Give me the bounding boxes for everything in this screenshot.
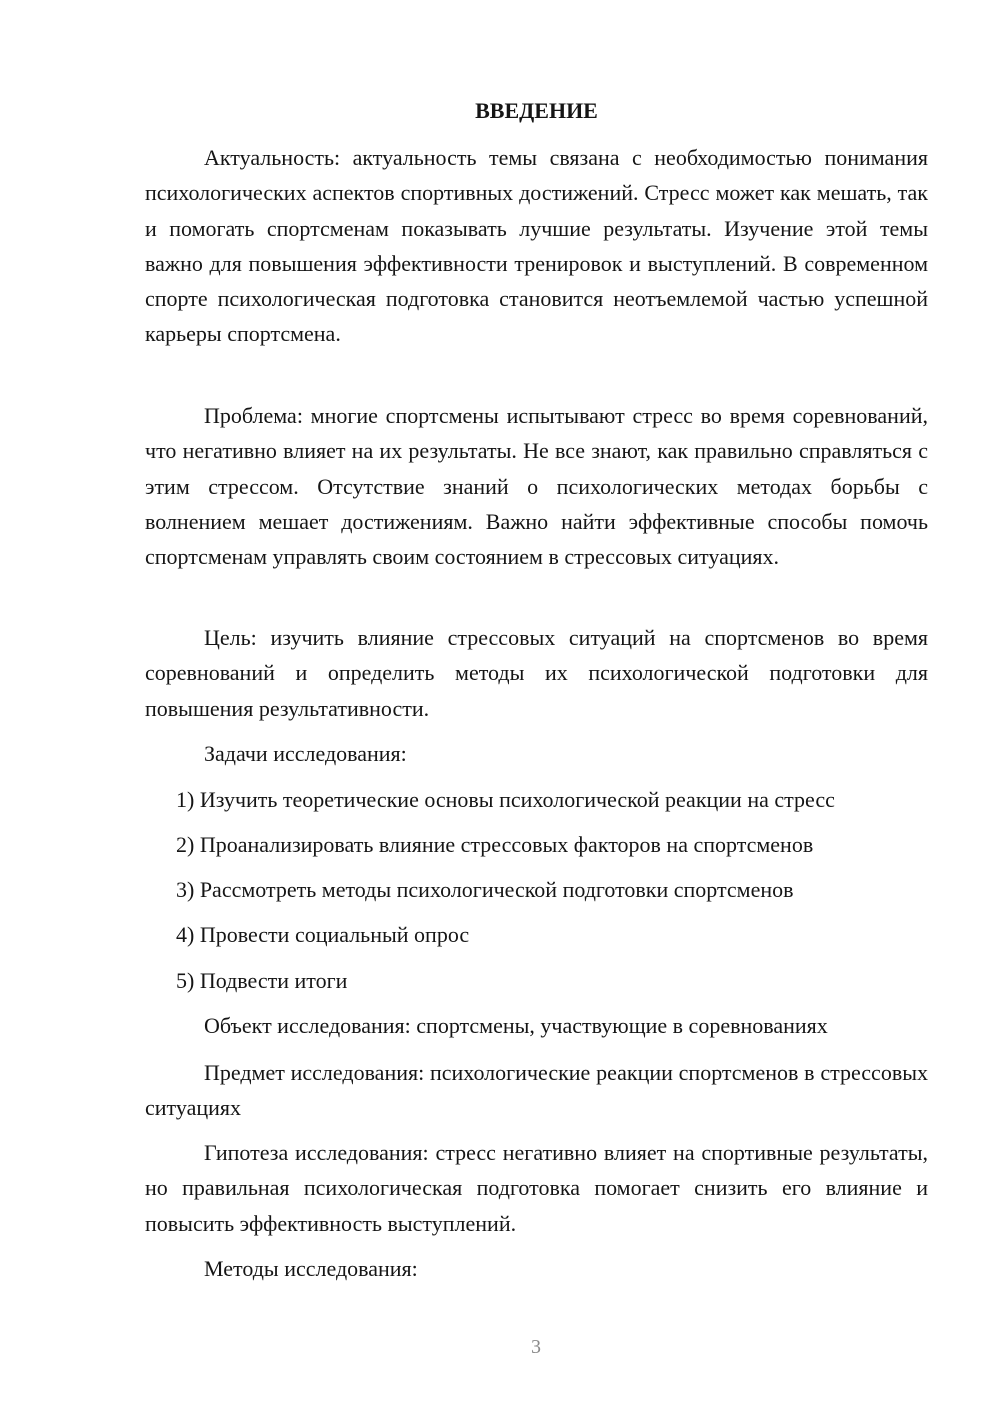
- page-title: ВВЕДЕНИЕ: [475, 98, 598, 123]
- list-item: 1) Изучить теоретические основы психологической реакции на стресс: [176, 787, 835, 812]
- list-item: 5) Подвести итоги: [176, 968, 348, 993]
- object-paragraph: Объект исследования: спортсмены, участвующие в соревнованиях: [204, 1013, 828, 1038]
- list-item: 3) Рассмотреть методы психологической подготовки спортсменов: [176, 877, 794, 902]
- page-number: 3: [531, 1336, 541, 1358]
- subject-paragraph: Предмет исследования: психологические реакции спортсменов в стрессовых ситуациях: [145, 1060, 928, 1121]
- problem-paragraph: Проблема: многие спортсмены испытывают стресс во время соревнований, что негативно влияет на их результаты. Не все знают, как правильно справляться с этим стрессом. Отсутствие знаний о психологических методах борьбы с волнением мешает достижениям. Важно найти эффективные способы помочь спортсменам управлять своим состоянием в стрессовых ситуациях.: [145, 403, 928, 570]
- methods-heading: Методы исследования:: [204, 1256, 418, 1281]
- tasks-heading: Задачи исследования:: [204, 741, 407, 766]
- relevance-paragraph: Актуальность: актуальность темы связана с необходимостью понимания психологических аспектов спортивных достижений. Стресс может как мешать, так и помогать спортсменам показывать лучшие результаты. Изучение этой темы важно для повышения эффективности тренировок и выступлений. В современном спорте психологическая подготовка становится неотъемлемой частью успешной карьеры спортсмена.: [145, 145, 928, 347]
- list-item: 4) Провести социальный опрос: [176, 922, 470, 947]
- list-item: 2) Проанализировать влияние стрессовых факторов на спортсменов: [176, 832, 814, 857]
- hypothesis-paragraph: Гипотеза исследования: стресс негативно влияет на спортивные результаты, но правильная психологическая подготовка помогает снизить его влияние и повысить эффективность выступлений.: [145, 1140, 928, 1236]
- goal-paragraph: Цель: изучить влияние стрессовых ситуаций на спортсменов во время соревнований и определить методы их психологической подготовки для повышения результативности.: [145, 625, 928, 721]
